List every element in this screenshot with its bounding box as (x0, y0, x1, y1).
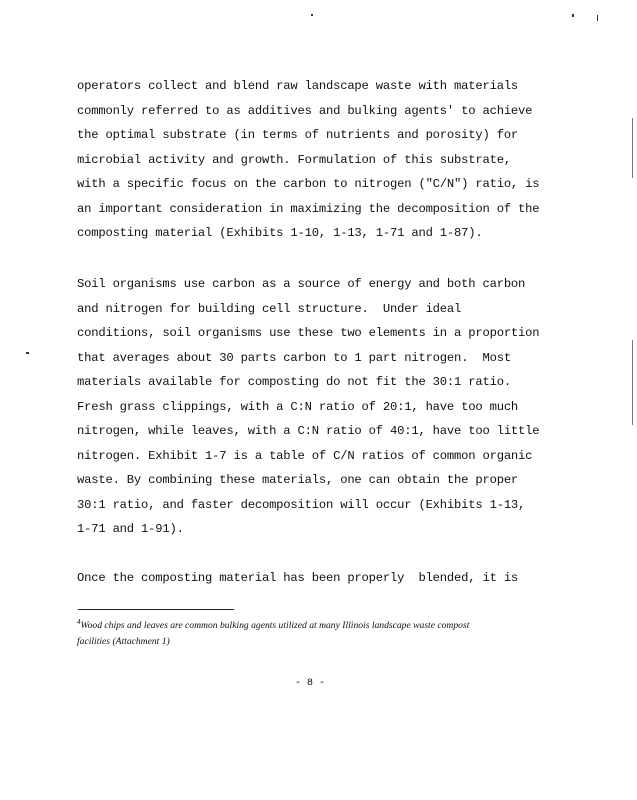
text-line: 1-71 and 1-91). (77, 522, 184, 536)
text-line: commonly referred to as additives and bulking agents' to achieve (77, 103, 533, 118)
scan-speck (26, 352, 29, 354)
text-line: with a specific focus on the carbon to nitrogen ("C/N") ratio, is (77, 177, 540, 191)
footnote-divider (78, 609, 234, 610)
paragraph-3 (77, 566, 577, 591)
page-number: - 8 - (294, 678, 325, 689)
scan-edge-mark (632, 340, 633, 425)
text-line: nitrogen. Exhibit 1-7 is a table of C/N ratios of common organic (77, 448, 533, 463)
scan-edge-mark (632, 118, 633, 178)
text-line: 30:1 ratio, and faster decomposition will occur (Exhibits 1-13, (77, 497, 526, 512)
text-line: microbial activity and growth. Formulation of this substrate, (77, 152, 511, 167)
footnote-line: Wood chips and leaves are common bulking agents utilized at many Illinois landscape waste compost (80, 620, 470, 631)
text-line: Fresh grass clippings, with a C:N ratio of 20:1, have too much (77, 399, 519, 414)
paragraph-1 (77, 74, 577, 246)
text-line: conditions, soil organisms use these two elements in a proportion (77, 326, 540, 340)
text-line: the optimal substrate (in terms of nutrients and porosity) for (77, 128, 519, 142)
text-line: an important consideration in maximizing the decomposition of the (77, 201, 540, 216)
scan-speck (597, 15, 598, 21)
text-line: nitrogen, while leaves, with a C:N ratio of 40:1, have too little (77, 424, 540, 438)
text-line: composting material (Exhibits 1-10, 1-13, 1-71 and 1-87). (77, 226, 483, 240)
scan-speck (311, 14, 313, 16)
text-line: Soil organisms use carbon as a source of energy and both carbon (77, 277, 526, 291)
text-line: operators collect and blend raw landscape waste with materials (77, 79, 519, 93)
footnote (77, 618, 577, 650)
text-line: Once the composting material has been properly blended, it is (77, 571, 519, 585)
footnote-marker: 4 (77, 618, 81, 626)
footnote-line: facilities (Attachment 1) (77, 636, 170, 647)
scan-speck (572, 14, 574, 17)
paragraph-2 (77, 272, 577, 542)
text-line: materials available for composting do not fit the 30:1 ratio. (77, 375, 511, 389)
text-line: that averages about 30 parts carbon to 1 part nitrogen. Most (77, 350, 511, 365)
text-line: and nitrogen for building cell structure. Under ideal (77, 301, 462, 316)
text-line: waste. By combining these materials, one can obtain the proper (77, 473, 519, 487)
